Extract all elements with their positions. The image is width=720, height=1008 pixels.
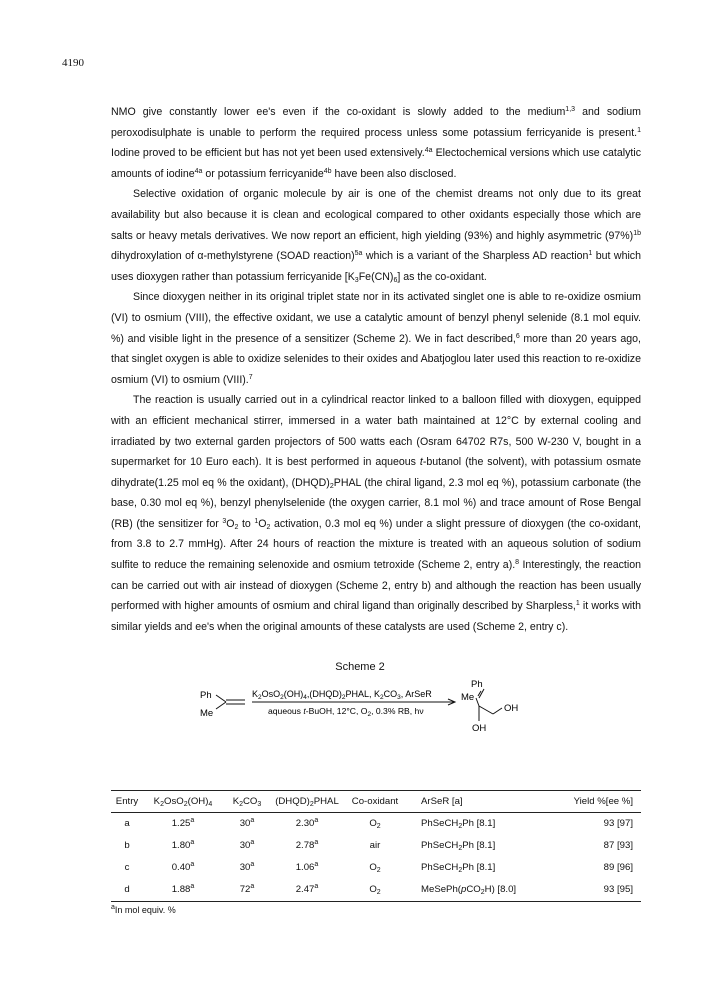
cell-osmate: 0.40$^a$ bbox=[171, 861, 195, 873]
reactant-bonds bbox=[216, 695, 245, 709]
page-number: 4190 bbox=[62, 57, 84, 69]
product-oh-bottom-label: OH bbox=[472, 723, 487, 734]
cell-arser: PhSeCH$_2$Ph [8.1] bbox=[421, 840, 496, 852]
cell-ligand: 1.06$^a$ bbox=[295, 861, 319, 873]
table-row bbox=[111, 835, 641, 857]
reactant-ph-label: Ph bbox=[200, 690, 212, 701]
cell-ligand: 2.47$^a$ bbox=[271, 879, 343, 902]
cell-osmate: 1.25$^a$ bbox=[171, 817, 195, 829]
scheme-reaction bbox=[196, 677, 536, 769]
footnote-text: In mol equiv. % bbox=[114, 905, 176, 915]
table-header-row bbox=[111, 791, 641, 813]
product-bonds bbox=[476, 689, 502, 721]
cell-yield: 87 [93] bbox=[603, 840, 633, 851]
header-cooxidant: Co-oxidant bbox=[343, 791, 407, 813]
cell-entry: c bbox=[124, 862, 130, 873]
cell-yield: 93 [97] bbox=[603, 818, 633, 829]
cell-cooxidant: $O_2$ bbox=[343, 879, 407, 902]
product-me-label: Me bbox=[461, 692, 475, 703]
table-row bbox=[111, 813, 641, 836]
reagents-label: K2OsO2(OH)4,(DHQD)2PHAL, K2CO3, ArSeR bbox=[252, 689, 432, 701]
scheme-table bbox=[111, 790, 641, 902]
cell-entry: d bbox=[111, 879, 143, 902]
cell-entry: b bbox=[124, 840, 130, 851]
header-osmate: $K_2OsO_2(OH)_4$ bbox=[143, 791, 223, 813]
header-yield: Yield %[ee %] bbox=[551, 791, 641, 813]
cell-k2co3: 30$^a$ bbox=[239, 839, 255, 851]
cell-ligand: 2.78$^a$ bbox=[295, 839, 319, 851]
header-arser: ArSeR [a] bbox=[407, 791, 551, 813]
cell-yield: 89 [96] bbox=[603, 862, 633, 873]
paragraph-2: Selective oxidation of organic molecule by air is one of the chemist dreams not only due to its great availability but also because it is clean and ecological compared to other oxidants especially those which are salts or heavy metals derivatives. We now report an efficient, high yielding (93%) and highly asymmetric $(97\%)^{1b}$ dihydroxylation of α-methylstyrene (SOAD reaction)$^{5a}$ which is a variant of the Sharpless AD reaction$^1$ but which uses dioxygen rather than potassium ferricyanide $[K_3Fe(CN)_6]$ as the co-oxidant. bbox=[111, 188, 642, 284]
header-entry: Entry bbox=[111, 791, 143, 813]
cell-osmate: 1.80$^a$ bbox=[171, 839, 195, 851]
header-ligand: $(DHQD)_2PHAL$ bbox=[271, 791, 343, 813]
table-body bbox=[111, 813, 641, 902]
cell-k2co3: 72$^a$ bbox=[223, 879, 271, 902]
cell-k2co3: 30$^a$ bbox=[239, 817, 255, 829]
reactant-me-label: Me bbox=[200, 708, 214, 719]
cell-cooxidant: $O_2$ bbox=[369, 862, 381, 874]
paragraph-4: The reaction is usually carried out in a cylindrical reactor linked to a balloon filled with dioxygen, equipped with an efficient mechanical stirrer, immersed in a water bath maintained at 12°C by external cooling and irradiated by two external garden projectors of 500 watts each (Osram 64702 R7s, 500 W-230 V, bought in a supermarket for 10 Euro each). It is best performed in aqueous t-butanol (the solvent), with potassium osmate dihydrate(1.25 mol eq % the oxidant), $(DHQD)_2PHAL$ (the chiral ligand, 2.3 mol eq %), potassium carbonate (the base, 0.30 mol eq %), benzyl phenylselenide (the oxygen carrier, 8.1 mol %) and trace amount of Rose Bengal (RB) (the sensitizer for $^3O_2$ to $^1O_2$ activation, 0.3 mol eq %) under a slight pressure of dioxygen (the co-oxidant, from 3.8 to 2.7 mmHg). After 24 hours of reaction the mixture is treated with an aqueous solution of sodium sulfite to reduce the remaining selenoxide and osmium tetroxide (Scheme 2, entry a).$^8$ Interestingly, the reaction can be carried out with air instead of dioxygen (Scheme 2, entry b) and although the reaction has been usually performed with higher amounts of osmium and chiral ligand than originally described by Sharpless,$^1$ it works with similar yields and ee's when the original amounts of these catalysts are used (Scheme 2, entry c). bbox=[111, 394, 641, 633]
cell-ligand: 2.30$^a$ bbox=[295, 817, 319, 829]
paragraph-1: NMO give constantly lower ee's even if the co-oxidant is slowly added to the medium$^{1,3}$ and sodium peroxodisulphate is unable to perform the required process unless some potassium ferricyanide is present.$^1$ Iodine proved to be efficient but has not yet been used extensively.$^{4a}$ Electochemical versions which use catalytic amounts of iodine$^{4a}$ or potassium ferricyanide$^{4b}$ have been also disclosed. bbox=[111, 106, 642, 180]
table-footnote bbox=[111, 905, 641, 915]
paragraph-3: Since dioxygen neither in its original triplet state nor in its activated singlet one is able to re-oxidize osmium (VI) to osmium (VIII), the effective oxidant, we use a catalytic amount of benzyl phenyl selenide (8.1 mol equiv. %) and visible light in the presence of a sensitizer (Scheme 2). We in fact described,$^6$ more than 20 years ago, that singlet oxygen is able to oxidize selenides to their oxides and Abatjoglou later used this reaction to re-oxidize osmium (VI) to osmium (VIII).$^7$ bbox=[111, 291, 641, 386]
body-text bbox=[111, 102, 641, 637]
conditions-label: aqueous t-BuOH, 12°C, O2, 0.3% RB, hν bbox=[268, 706, 424, 718]
cell-arser: PhSeCH$_2$Ph [8.1] bbox=[421, 818, 496, 830]
cell-arser: PhSeCH$_2$Ph [8.1] bbox=[421, 862, 496, 874]
footnote-mark: a bbox=[111, 904, 115, 911]
scheme-table-wrap bbox=[111, 790, 641, 915]
product-ph-label: Ph bbox=[471, 679, 483, 690]
cell-k2co3: 30$^a$ bbox=[239, 861, 255, 873]
cell-yield: 93 [95] bbox=[551, 879, 641, 902]
cell-arser: MeSePh(pCO$_2$H) [8.0] bbox=[407, 879, 551, 902]
header-k2co3: $K_2CO_3$ bbox=[223, 791, 271, 813]
cell-entry: a bbox=[124, 818, 130, 829]
cell-cooxidant: air bbox=[369, 840, 381, 851]
scheme-title: Scheme 2 bbox=[335, 661, 385, 673]
product-oh-right-label: OH bbox=[504, 703, 519, 714]
table-row bbox=[111, 879, 641, 902]
cell-osmate: 1.88$^a$ bbox=[143, 879, 223, 902]
table-row bbox=[111, 857, 641, 879]
cell-cooxidant: $O_2$ bbox=[369, 818, 381, 830]
